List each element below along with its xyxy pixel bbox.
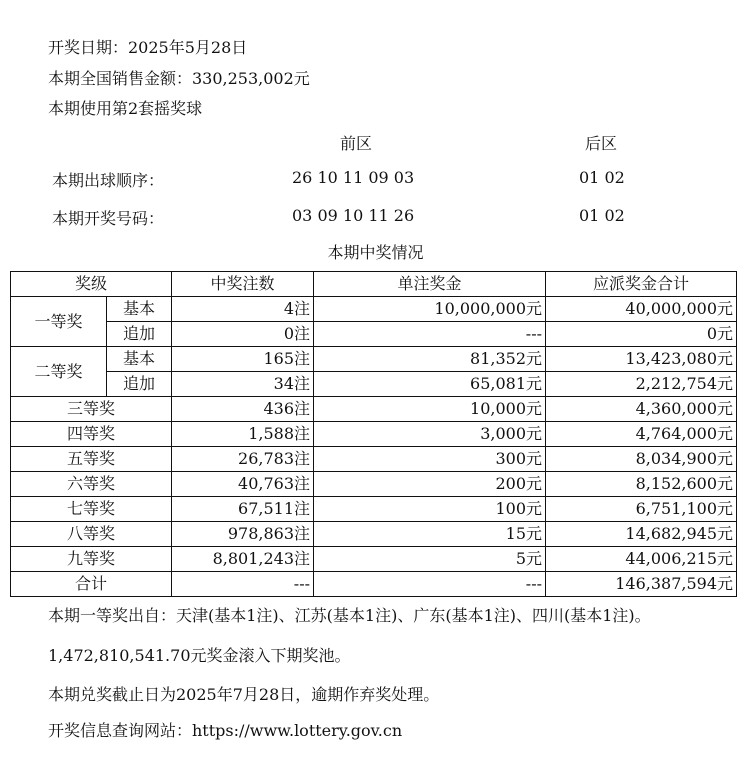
table-row (11, 422, 737, 447)
header-level: 奖级 (11, 272, 172, 297)
sub-level-cell: 基本 (107, 347, 172, 372)
table-row (11, 322, 737, 347)
front-zone-label: 前区 (340, 134, 373, 153)
winning-numbers-front: 03 09 10 11 26 (292, 206, 415, 225)
total-cell: 6,751,100元 (546, 497, 737, 522)
level-cell: 六等奖 (11, 472, 172, 497)
table-row (11, 297, 737, 322)
total-cell: 146,387,594元 (546, 572, 737, 597)
total-cell: 2,212,754元 (546, 372, 737, 397)
level-cell: 七等奖 (11, 497, 172, 522)
prize-cell: 81,352元 (314, 347, 546, 372)
count-cell: 26,783注 (172, 447, 314, 472)
ball-set-info: 本期使用第2套摇奖球 (48, 99, 203, 118)
total-cell: 0元 (546, 322, 737, 347)
total-cell: 13,423,080元 (546, 347, 737, 372)
website-info: 开奖信息查询网站：https://www.lottery.gov.cn (48, 721, 403, 740)
table-row (11, 397, 737, 422)
prize-cell: 5元 (314, 547, 546, 572)
count-cell: 978,863注 (172, 522, 314, 547)
total-cell: 4,360,000元 (546, 397, 737, 422)
table-row (11, 497, 737, 522)
prize-cell: 100元 (314, 497, 546, 522)
count-cell: 0注 (172, 322, 314, 347)
prize-cell: --- (314, 322, 546, 347)
level-cell: 二等奖 (11, 347, 107, 397)
sum-label-cell: 合计 (11, 572, 172, 597)
level-cell: 四等奖 (11, 422, 172, 447)
sub-level-cell: 基本 (107, 297, 172, 322)
prize-cell: 15元 (314, 522, 546, 547)
level-cell: 三等奖 (11, 397, 172, 422)
header-count: 中奖注数 (172, 272, 314, 297)
prize-cell: 10,000,000元 (314, 297, 546, 322)
sub-level-cell: 追加 (107, 372, 172, 397)
level-cell: 九等奖 (11, 547, 172, 572)
count-cell: --- (172, 572, 314, 597)
prize-cell: 65,081元 (314, 372, 546, 397)
sub-level-cell: 追加 (107, 322, 172, 347)
table-caption: 本期中奖情况 (327, 243, 424, 262)
prize-table (10, 271, 737, 597)
count-cell: 165注 (172, 347, 314, 372)
count-cell: 34注 (172, 372, 314, 397)
table-row (11, 522, 737, 547)
prize-cell: 10,000元 (314, 397, 546, 422)
draw-order-label: 本期出球顺序： (52, 171, 165, 190)
table-row (11, 547, 737, 572)
count-cell: 1,588注 (172, 422, 314, 447)
draw-order-front: 26 10 11 09 03 (292, 168, 415, 187)
jackpot-rollover: 1,472,810,541.70元奖金滚入下期奖池。 (48, 646, 351, 665)
total-cell: 8,034,900元 (546, 447, 737, 472)
draw-date: 开奖日期：2025年5月28日 (48, 38, 248, 57)
count-cell: 4注 (172, 297, 314, 322)
prize-cell: 300元 (314, 447, 546, 472)
table-row (11, 372, 737, 397)
prize-cell: 200元 (314, 472, 546, 497)
total-cell: 40,000,000元 (546, 297, 737, 322)
level-cell: 五等奖 (11, 447, 172, 472)
prize-cell: 3,000元 (314, 422, 546, 447)
header-prize: 单注奖金 (314, 272, 546, 297)
count-cell: 436注 (172, 397, 314, 422)
claim-deadline: 本期兑奖截止日为2025年7月28日，逾期作弃奖处理。 (48, 685, 440, 704)
prize-cell: --- (314, 572, 546, 597)
level-cell: 八等奖 (11, 522, 172, 547)
table-header-row (11, 272, 737, 297)
sales-amount: 本期全国销售金额：330,253,002元 (48, 69, 310, 88)
table-row (11, 447, 737, 472)
winning-numbers-back: 01 02 (579, 206, 625, 225)
winning-numbers-label: 本期开奖号码： (52, 209, 165, 228)
total-cell: 14,682,945元 (546, 522, 737, 547)
total-cell: 8,152,600元 (546, 472, 737, 497)
table-row (11, 472, 737, 497)
header-total: 应派奖金合计 (546, 272, 737, 297)
draw-order-back: 01 02 (579, 168, 625, 187)
back-zone-label: 后区 (585, 134, 618, 153)
first-prize-regions: 本期一等奖出自：天津(基本1注)、江苏(基本1注)、广东(基本1注)、四川(基本1注)。 (48, 606, 651, 625)
total-cell: 4,764,000元 (546, 422, 737, 447)
table-sum-row (11, 572, 737, 597)
count-cell: 40,763注 (172, 472, 314, 497)
count-cell: 8,801,243注 (172, 547, 314, 572)
table-row (11, 347, 737, 372)
level-cell: 一等奖 (11, 297, 107, 347)
total-cell: 44,006,215元 (546, 547, 737, 572)
count-cell: 67,511注 (172, 497, 314, 522)
